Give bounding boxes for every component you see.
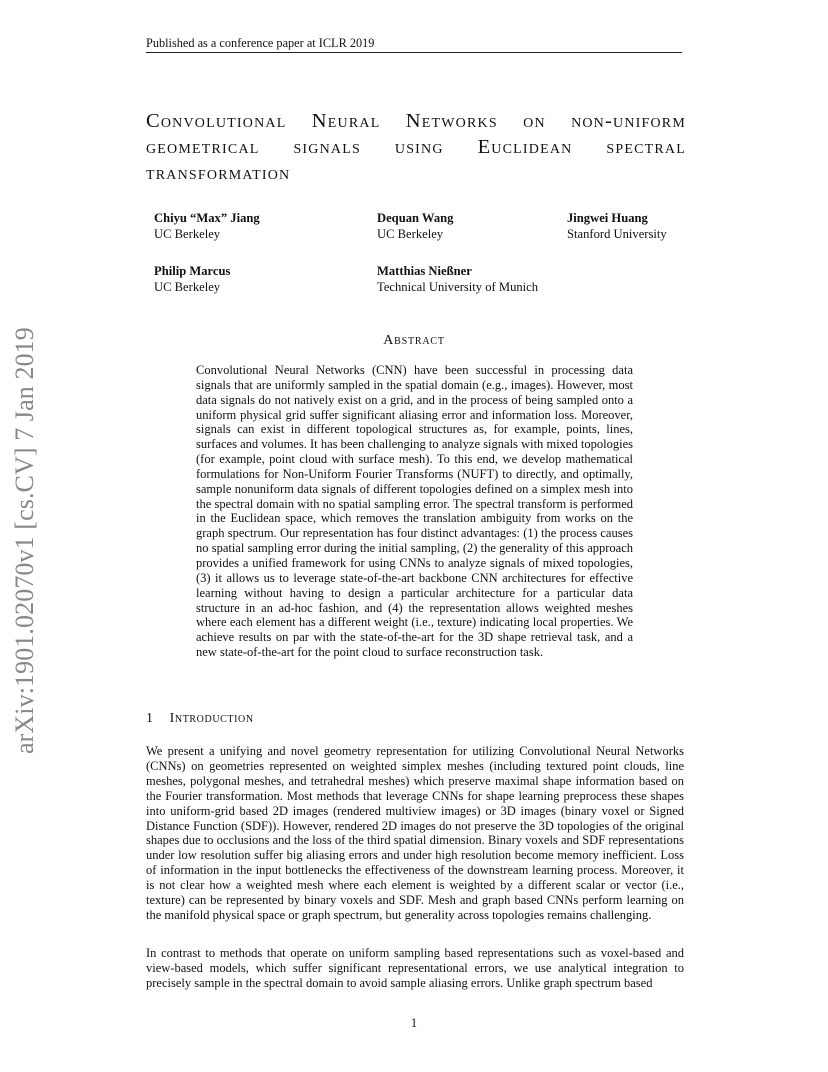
abstract-body: Convolutional Neural Networks (CNN) have been successful in processing data signals that are uniformly sampled in the spatial domain (e.g., images). However, most data signals do not natively exist on a grid, and in the process of being sampled onto a uniform physical grid suffer significant aliasing error and information loss. Moreover, signals can exist in different topological structures as, for example, points, lines, surfaces and volumes. It has been challenging to analyze signals with mixed topologies (for example, point cloud with surface mesh). To this end, we develop mathematical formulations for Non-Uniform Fourier Transforms (NUFT) to directly, and optimally, sample nonuniform data signals of different topologies defined on a simplex mesh into the spectral domain with no spatial sampling error. The spectral transform is performed in the Euclidean space, which removes the translation ambiguity from works on the graph spectrum. Our representation has four distinct advantages: (1) the process causes no spatial sampling error during the initial sampling, (2) the generality of this approach provides a unified framework for using CNNs to analyze signals of mixed topologies, (3) it allows us to leverage state-of-the-art backbone CNN architectures for effective learning without having to design a particular architecture for a particular data structure in an ad-hoc fashion, and (4) the representation allows weighted meshes where each element has a different weight (i.e., texture) indicating local properties. We achieve results on par with the state-of-the-art for the 3D shape retrieval task, and a new state-of-the-art for the point cloud to surface reconstruction task. <box>196 363 633 660</box>
page-number: 1 <box>410 1016 418 1030</box>
author-affiliation: UC Berkeley <box>154 279 221 294</box>
section-number: 1 <box>146 711 154 726</box>
author-name: Chiyu “Max” Jiang <box>154 211 260 225</box>
author-name: Philip Marcus <box>154 264 231 278</box>
author-block <box>377 264 538 295</box>
running-header: Published as a conference paper at ICLR 2019 <box>146 36 375 50</box>
author-affiliation: UC Berkeley <box>154 226 221 241</box>
abstract-heading: Abstract <box>383 333 445 348</box>
author-block <box>567 211 667 242</box>
author-name: Jingwei Huang <box>567 211 648 225</box>
author-affiliation: Technical University of Munich <box>377 279 539 294</box>
body-paragraph: In contrast to methods that operate on uniform sampling based representations such as voxel-based and view-based models, which suffer significant representational errors, we use analytical integration to precisely sample in the spectral domain to avoid sample aliasing errors. Unlike graph spectrum based <box>146 946 684 990</box>
header-rule <box>146 52 682 53</box>
author-name: Dequan Wang <box>377 211 454 225</box>
paper-title: Convolutional Neural Networks on non-uniform geometrical signals using Euclidean spectral transformation <box>146 110 686 184</box>
section-heading <box>146 711 254 727</box>
arxiv-stamp: arXiv:1901.02070v1 [cs.CV] 7 Jan 2019 <box>10 327 39 754</box>
author-block <box>377 211 453 242</box>
author-name: Matthias Nießner <box>377 264 472 278</box>
section-title: Introduction <box>169 711 254 726</box>
author-affiliation: Stanford University <box>567 226 667 241</box>
body-paragraph: We present a unifying and novel geometry representation for utilizing Convolutional Neural Networks (CNNs) on geometries represented on weighted simplex meshes (including textured point clouds, line meshes, polygonal meshes, and tetrahedral meshes) which preserve maximal shape information based on the Fourier transformation. Most methods that leverage CNNs for shape learning preprocess these shapes into uniform-grid based 2D images (rendered multiview images) or 3D images (binary voxel or Signed Distance Function (SDF)). However, rendered 2D images do not preserve the 3D topologies of the original shapes due to occlusions and the loss of the third spatial dimension. Binary voxels and SDF representations under low resolution suffer big aliasing errors and under high resolution become memory inefficient. Loss of information in the input bottlenecks the effectiveness of the downstream learning process. Moreover, it is not clear how a weighted mesh where each element is weighted by a different scalar or vector (i.e., texture) can be represented by binary voxels and SDF. Mesh and graph based CNNs perform learning on the manifold physical space or graph spectrum, but generality across topologies remains challenging. <box>146 744 684 922</box>
author-affiliation: UC Berkeley <box>377 226 444 241</box>
author-block <box>154 264 230 295</box>
author-block <box>154 211 260 242</box>
